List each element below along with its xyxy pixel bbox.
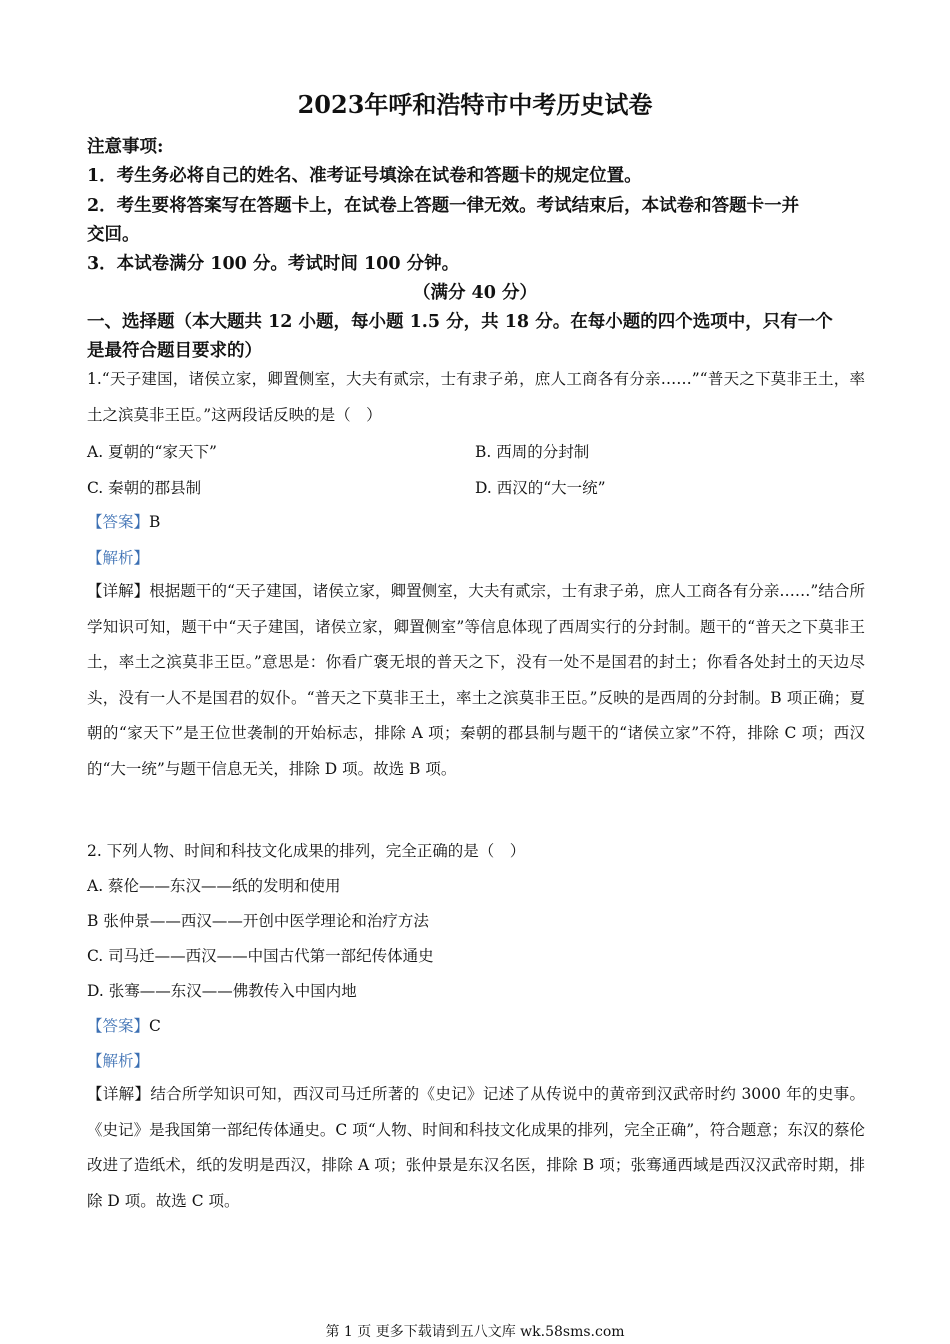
- q2-option-a: A. 蔡伦——东汉——纸的发明和使用: [87, 877, 341, 895]
- q1-detail: [87, 574, 865, 788]
- answer-label: 【答案】: [87, 513, 150, 531]
- detail-label: 【详解】: [87, 582, 150, 600]
- q2-option-d: D. 张骞——东汉——佛教传入中国内地: [87, 982, 357, 1000]
- q1-option-b: B. 西周的分封制: [475, 443, 590, 461]
- q2-option-c: C. 司马迁——西汉——中国古代第一部纪传体通史: [87, 947, 434, 965]
- q2-answer-row: [87, 1015, 161, 1037]
- detail-label: 【详解】: [87, 1085, 151, 1103]
- question-1-stem: 1.“天子建国，诸侯立家，卿置侧室，大夫有贰宗，士有隶子弟，庶人工商各有分亲……”“普天之下莫非王土，率土之滨莫非王臣。”这两段话反映的是（ ）: [87, 370, 865, 424]
- page-title: 2023年呼和浩特市中考历史试卷: [297, 90, 653, 119]
- q2-detail: [87, 1077, 865, 1219]
- notice-item: 2．考生要将答案写在答题卡上，在试卷上答题一律无效。考试结束后，本试卷和答题卡一并: [87, 196, 800, 216]
- q2-analysis-label: 【解析】: [87, 1052, 150, 1070]
- notice-item: 1．考生务必将自己的姓名、准考证号填涂在试卷和答题卡的规定位置。: [87, 166, 642, 186]
- page-footer: 第 1 页 更多下载请到五八文库 wk.58sms.com: [325, 1324, 625, 1340]
- q2-option-b: B 张仲景——西汉——开创中医学理论和治疗方法: [87, 912, 429, 930]
- notice-item: 3．本试卷满分 100 分。考试时间 100 分钟。: [87, 254, 460, 274]
- q1-option-c: C. 秦朝的郡县制: [87, 479, 202, 497]
- question-2-stem: 2. 下列人物、时间和科技文化成果的排列，完全正确的是（ ）: [87, 842, 526, 860]
- detail-text: 结合所学知识可知，西汉司马迁所著的《史记》记述了从传说中的黄帝到汉武帝时约 3000 年的史事。《史记》是我国第一部纪传体通史。C 项“人物、时间和科技文化成果的排列，完全正确”，符合题意；东汉的蔡伦改进了造纸术，纸的发明是西汉，排除 A 项；张仲景是东汉名医，排除 B 项；张骞通西域是西汉汉武帝时期，排除 D 项。故选 C 项。: [87, 1085, 865, 1210]
- section-heading-cont: 是最符合题目要求的）: [87, 341, 262, 361]
- answer-value: B: [149, 513, 161, 531]
- section-heading: 一、选择题（本大题共 12 小题，每小题 1.5 分，共 18 分。在每小题的四个选项中，只有一个: [87, 312, 833, 332]
- q1-analysis-label: 【解析】: [87, 549, 150, 567]
- answer-value: C: [149, 1017, 161, 1035]
- answer-label: 【答案】: [87, 1017, 150, 1035]
- q1-option-d: D. 西汉的“大一统”: [475, 479, 606, 497]
- q1-answer-row: [87, 511, 160, 533]
- notice-heading: 注意事项:: [87, 137, 164, 157]
- detail-text: 根据题干的“天子建国，诸侯立家，卿置侧室，大夫有贰宗，士有隶子弟，庶人工商各有分亲……”结合所学知识可知，题干中“天子建国，诸侯立家，卿置侧室”等信息体现了西周实行的分封制。题干的“普天之下莫非王土，率土之滨莫非王臣。”意思是：你看广褒无垠的普天之下，没有一处不是国君的封土；你看各处封土的天边尽头，没有一人不是国君的奴仆。“普天之下莫非王土，率土之滨莫非王臣。”反映的是西周的分封制。B 项正确；夏朝的“家天下”是王位世袭制的开始标志，排除 A 项；秦朝的郡县制与题干的“诸侯立家”不符，排除 C 项；西汉的“大一统”与题干信息无关，排除 D 项。故选 B 项。: [87, 582, 865, 778]
- notice-item: 交回。: [87, 225, 140, 245]
- q1-option-a: A. 夏朝的“家天下”: [87, 443, 217, 461]
- score-line: （满分 40 分）: [412, 283, 538, 303]
